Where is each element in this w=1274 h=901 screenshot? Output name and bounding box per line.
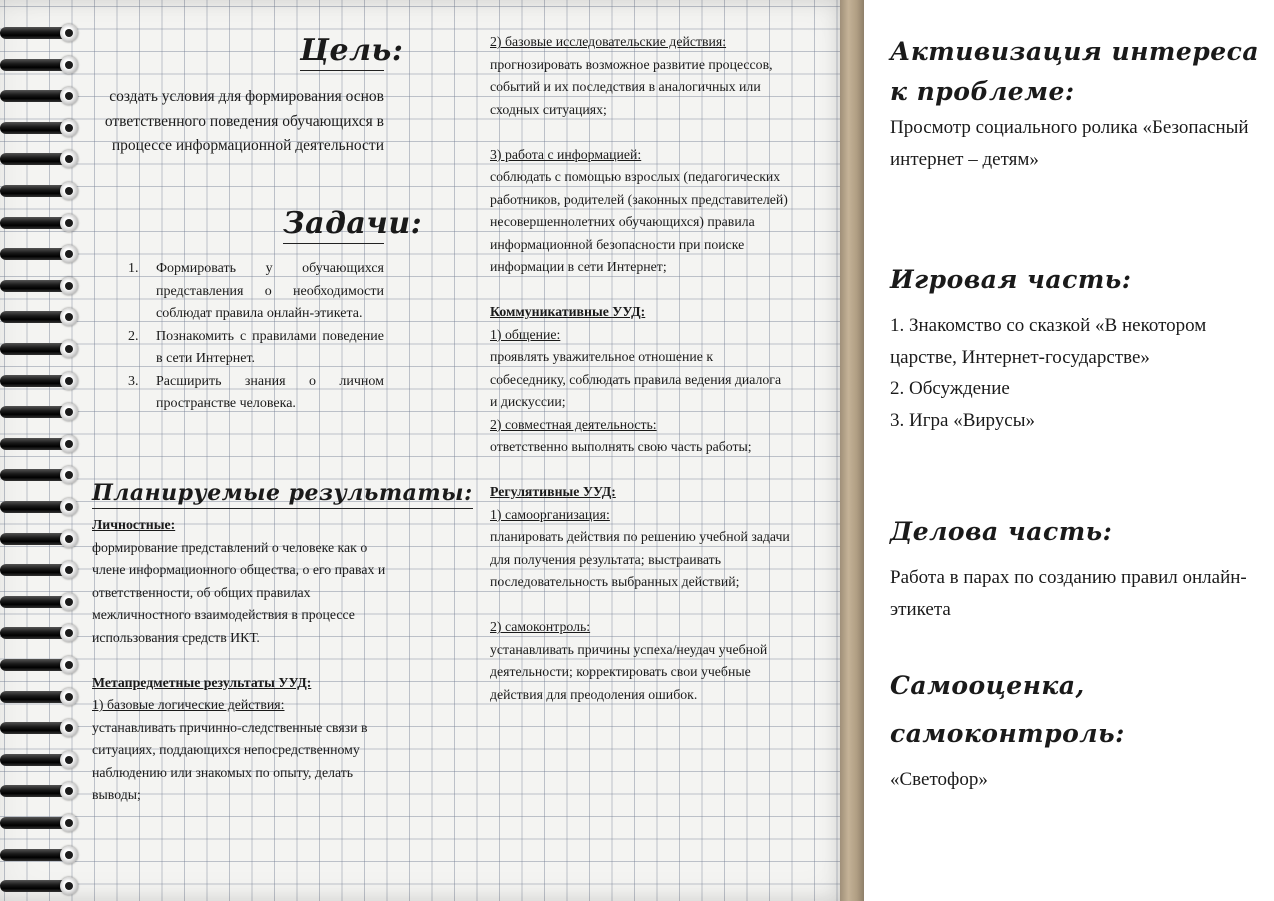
task-text: Формировать у обучающихся представления о необходимости соблюдат правила онлайн-этикета. [156, 261, 384, 321]
spiral-ring [0, 87, 80, 107]
reg1-text: планировать действия по решению учебной задачи для получения результата; выстраивать последовательность выбранных действий; [490, 529, 790, 589]
comm-label: Коммуникативные УУД: [490, 304, 646, 319]
spiral-ring [0, 624, 80, 644]
spiral-ring [0, 245, 80, 265]
game-list [890, 310, 1260, 436]
task-number: 2. [128, 328, 139, 344]
spiral-ring [0, 688, 80, 708]
research-label: 2) базовые исследовательские действия: [490, 34, 727, 49]
self-heading-1: Самооценка, [890, 671, 1085, 700]
reg2-label: 2) самоконтроль: [490, 619, 591, 634]
business-text: Работа в парах по созданию правил онлайн-этикета [890, 567, 1247, 620]
tasks-heading: Задачи: [283, 205, 384, 244]
planned-results-column [92, 514, 392, 807]
comm2-text: ответственно выполнять свою часть работы; [490, 439, 752, 454]
spiral-ring [0, 561, 80, 581]
spiral-ring [0, 119, 80, 139]
notebook-cover-edge [840, 0, 864, 901]
info-text: соблюдать с помощью взрослых (педагогических работников, родителей (законных представителей) несовершеннолетних обучающихся) правила информационной безопасности при поиске информации в сети Интернет; [490, 169, 788, 274]
self-text: «Светофор» [890, 769, 988, 790]
reg1-label: 1) самоорганизация: [490, 506, 610, 522]
game-item: 2. Обсуждение [890, 378, 1010, 399]
spiral-ring [0, 877, 80, 897]
task-text: Расширить знания о личном пространстве человека. [156, 373, 384, 411]
spiral-ring [0, 308, 80, 328]
comm2-label: 2) совместная деятельность: [490, 416, 657, 432]
spiral-ring [0, 435, 80, 455]
spiral-ring [0, 56, 80, 76]
personal-label: Личностные: [92, 517, 176, 532]
activation-text: Просмотр социального ролика «Безопасный интернет – детям» [890, 117, 1249, 170]
self-heading-2: самоконтроль: [890, 719, 1125, 748]
spiral-ring [0, 214, 80, 234]
info-label: 3) работа с информацией: [490, 146, 642, 162]
reg2-text: устанавливать причины успеха/неудач учебной деятельности; корректировать свои учебные действия для преодоления ошибок. [490, 641, 768, 702]
activation-heading: Активизация интереса к проблеме: [890, 37, 1260, 106]
comm1-text: проявлять уважительное отношение к собеседнику, соблюдать правила ведения диалога и дискуссии; [490, 349, 782, 409]
planned-results-heading: Планируемые результаты: [92, 478, 473, 509]
game-item: 1. Знакомство со сказкой «В некотором царстве, Интернет-государстве» [890, 315, 1207, 368]
spiral-binding [0, 0, 90, 901]
spiral-ring [0, 277, 80, 297]
task-text: Познакомить с правилами поведение в сети Интернет. [156, 328, 384, 366]
logic-label: 1) базовые логические действия: [92, 697, 285, 712]
reg-label: Регулятивные УУД: [490, 484, 616, 499]
spiral-ring [0, 150, 80, 170]
spiral-ring [0, 466, 80, 486]
game-heading: Игровая часть: [890, 265, 1132, 294]
spiral-ring [0, 498, 80, 518]
task-item [128, 258, 384, 326]
spiral-ring [0, 782, 80, 802]
logic-text: устанавливать причинно-следственные связи в ситуациях, поддающихся непосредственному наблюдению или знакомых по опыту, делать выводы; [92, 719, 368, 802]
spiral-ring [0, 403, 80, 423]
meta-label: Метапредметные результаты УУД: [92, 674, 312, 690]
spiral-ring [0, 719, 80, 739]
spiral-ring [0, 182, 80, 202]
spiral-ring [0, 593, 80, 613]
task-number: 1. [128, 261, 139, 276]
spiral-ring [0, 656, 80, 676]
spiral-ring [0, 24, 80, 44]
spiral-ring [0, 814, 80, 834]
spiral-ring [0, 530, 80, 550]
game-item: 3. Игра «Вирусы» [890, 409, 1035, 431]
goal-text: создать условия для формирования основ ответственного поведения обучающихся в процессе информационной деятельности [104, 88, 384, 154]
uud-column [490, 31, 790, 706]
tasks-list [128, 258, 384, 416]
goal-heading: Цель: [300, 32, 384, 71]
comm1-label: 1) общение: [490, 326, 561, 342]
business-heading: Делова часть: [890, 517, 1113, 546]
spiral-ring [0, 340, 80, 360]
spiral-ring [0, 846, 80, 866]
task-item [128, 371, 384, 416]
task-number: 3. [128, 373, 139, 389]
spiral-ring [0, 751, 80, 771]
task-item [128, 326, 384, 371]
research-text: прогнозировать возможное развитие процессов, событий и их последствия в аналогичных или сходных ситуациях; [490, 56, 773, 117]
personal-text: формирование представлений о человеке как о члене информационного общества, о его правах и ответственности, об общих правилах межличностного взаимодействия в процессе использования средств ИКТ. [92, 539, 386, 645]
spiral-ring [0, 372, 80, 392]
